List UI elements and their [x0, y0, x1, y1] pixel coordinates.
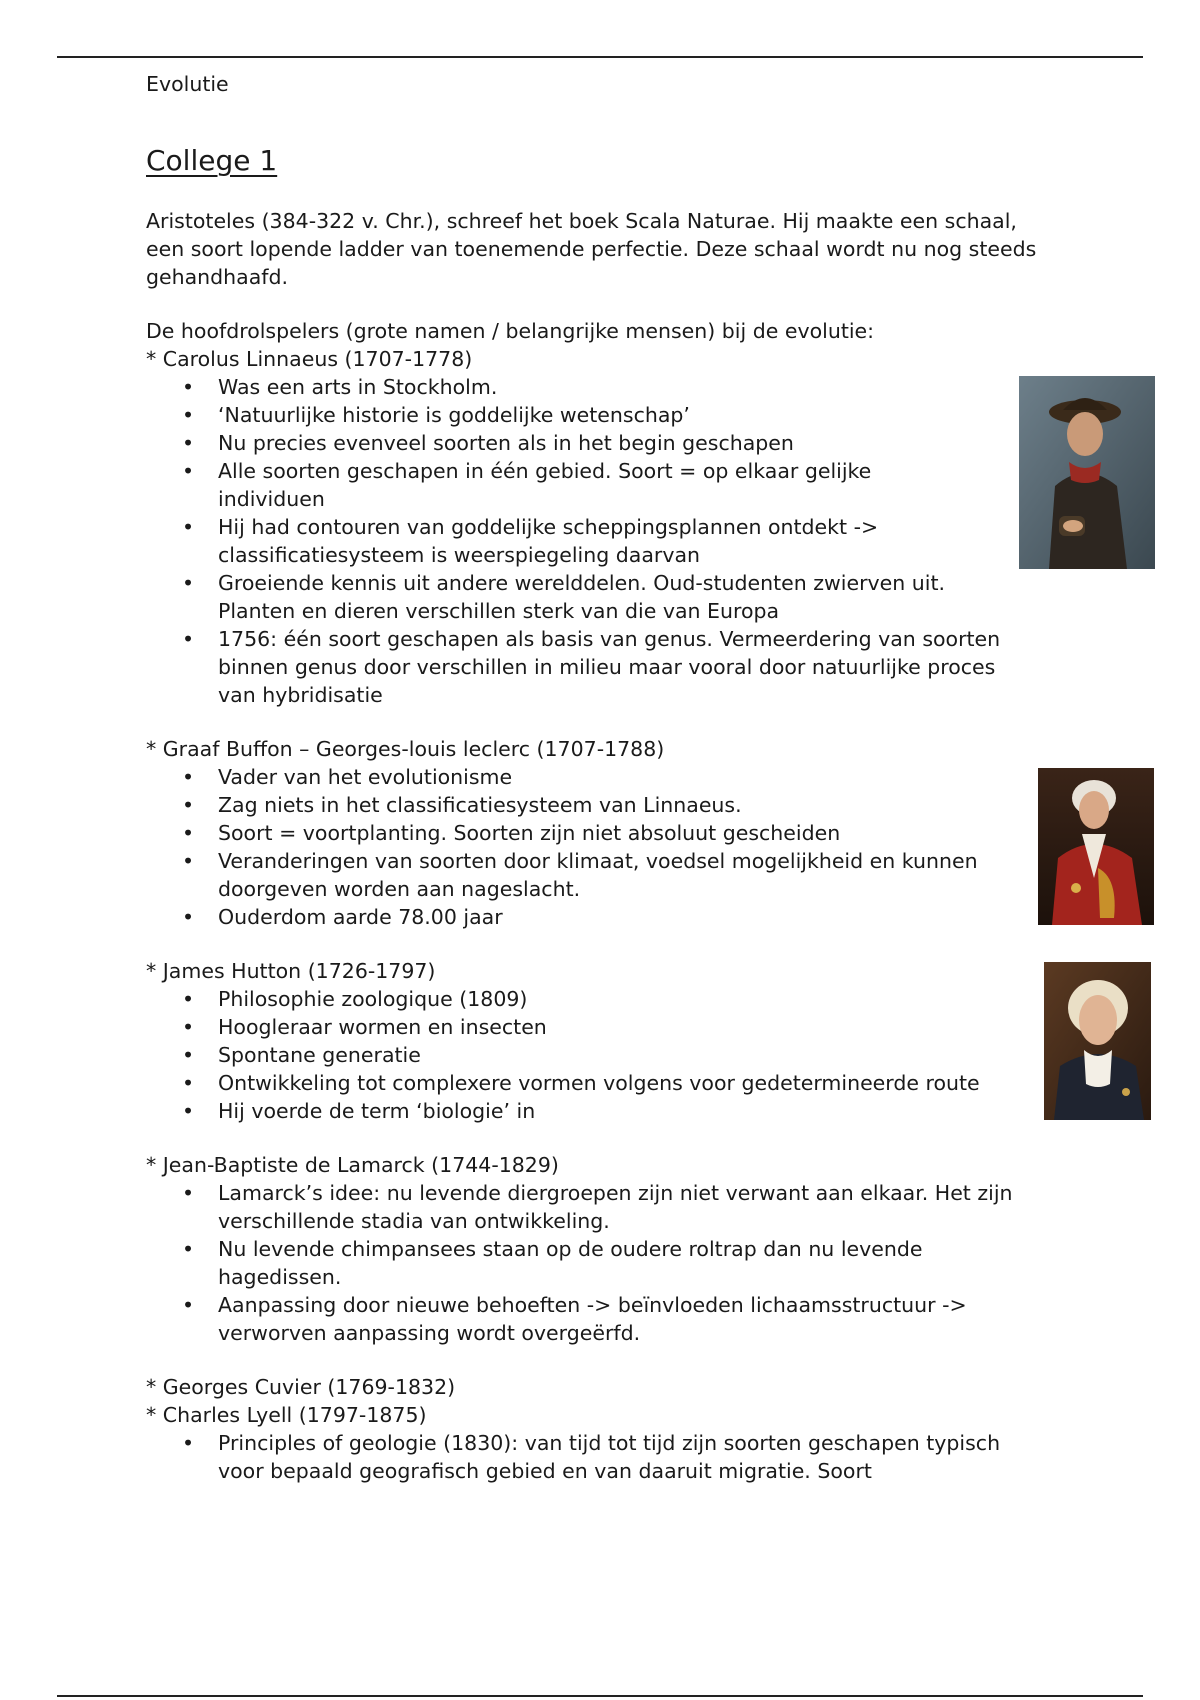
list-item: • 1756: één soort geschapen als basis van genus. Vermeerdering van soorten binnen genus door verschillen in milieu maar vooral door natuurlijke proces van hybridisatie: [218, 625, 1028, 709]
bottom-rule: [57, 1695, 1143, 1697]
top-rule: [57, 56, 1143, 58]
bullet-list-hutton: [146, 985, 1046, 1125]
bullet-list-buffon: [146, 763, 1046, 931]
section-heading-buffon: * Graaf Buffon – Georges-louis leclerc (1707-1788): [146, 737, 665, 761]
portrait-buffon-icon: [1038, 768, 1154, 925]
list-item: • Aanpassing door nieuwe behoeften -> beïnvloeden lichaamsstructuur -> verworven aanpassing wordt overgeërfd.: [218, 1291, 1048, 1347]
document-body: [146, 207, 1046, 1485]
bullet-list-lyell: [146, 1429, 1046, 1485]
intro-paragraph: Aristoteles (384-322 v. Chr.), schreef het boek Scala Naturae. Hij maakte een schaal, een soort lopende ladder van toenemende perfectie. Deze schaal wordt nu nog steeds gehandhaafd.: [146, 209, 1037, 289]
list-item: • Hij voerde de term ‘biologie’ in: [218, 1097, 1046, 1125]
section-heading-linnaeus: * Carolus Linnaeus (1707-1778): [146, 347, 473, 371]
list-item: • Nu precies evenveel soorten als in het begin geschapen: [218, 429, 1038, 457]
list-item: • Soort = voortplanting. Soorten zijn niet absoluut gescheiden: [218, 819, 1046, 847]
section-heading-hutton: * James Hutton (1726-1797): [146, 959, 436, 983]
list-item: • Vader van het evolutionisme: [218, 763, 1046, 791]
bullet-list-linnaeus: [146, 373, 1038, 709]
list-item: • Philosophie zoologique (1809): [218, 985, 1046, 1013]
list-item: • Veranderingen van soorten door klimaat, voedsel mogelijkheid en kunnen doorgeven worden aan nageslacht.: [218, 847, 988, 903]
bullet-list-lamarck: [146, 1179, 1046, 1347]
list-item: • Was een arts in Stockholm.: [218, 373, 1038, 401]
page-title: College 1: [146, 144, 278, 177]
list-item: • Spontane generatie: [218, 1041, 1046, 1069]
list-item: • Ontwikkeling tot complexere vormen volgens voor gedetermineerde route: [218, 1069, 1018, 1097]
lead-paragraph: De hoofdrolspelers (grote namen / belangrijke mensen) bij de evolutie:: [146, 319, 875, 343]
list-item: • Alle soorten geschapen in één gebied. Soort = op elkaar gelijke individuen: [218, 457, 938, 513]
document-header: Evolutie: [146, 72, 229, 96]
section-heading-lamarck: * Jean-Baptiste de Lamarck (1744-1829): [146, 1153, 559, 1177]
section-heading-lyell: * Charles Lyell (1797-1875): [146, 1403, 427, 1427]
portrait-lamarck-icon: [1044, 962, 1151, 1120]
list-item: • Groeiende kennis uit andere werelddelen. Oud-studenten zwierven uit. Planten en dieren verschillen sterk van die van Europa: [218, 569, 1028, 625]
list-item: • Zag niets in het classificatiesysteem van Linnaeus.: [218, 791, 1046, 819]
list-item: • Nu levende chimpansees staan op de oudere roltrap dan nu levende hagedissen.: [218, 1235, 1008, 1291]
list-item: • Principles of geologie (1830): van tijd tot tijd zijn soorten geschapen typisch voor bepaald geografisch gebied en van daaruit migratie. Soort: [218, 1429, 1028, 1485]
list-item: • Hij had contouren van goddelijke scheppingsplannen ontdekt -> classificatiesysteem is weerspiegeling daarvan: [218, 513, 938, 569]
list-item: • Ouderdom aarde 78.00 jaar: [218, 903, 1046, 931]
list-item: • Lamarck’s idee: nu levende diergroepen zijn niet verwant aan elkaar. Het zijn verschillende stadia van ontwikkeling.: [218, 1179, 1048, 1235]
section-heading-cuvier: * Georges Cuvier (1769-1832): [146, 1375, 456, 1399]
list-item: • Hoogleraar wormen en insecten: [218, 1013, 1046, 1041]
portrait-linnaeus-icon: [1019, 376, 1155, 569]
list-item: • ‘Natuurlijke historie is goddelijke wetenschap’: [218, 401, 1038, 429]
